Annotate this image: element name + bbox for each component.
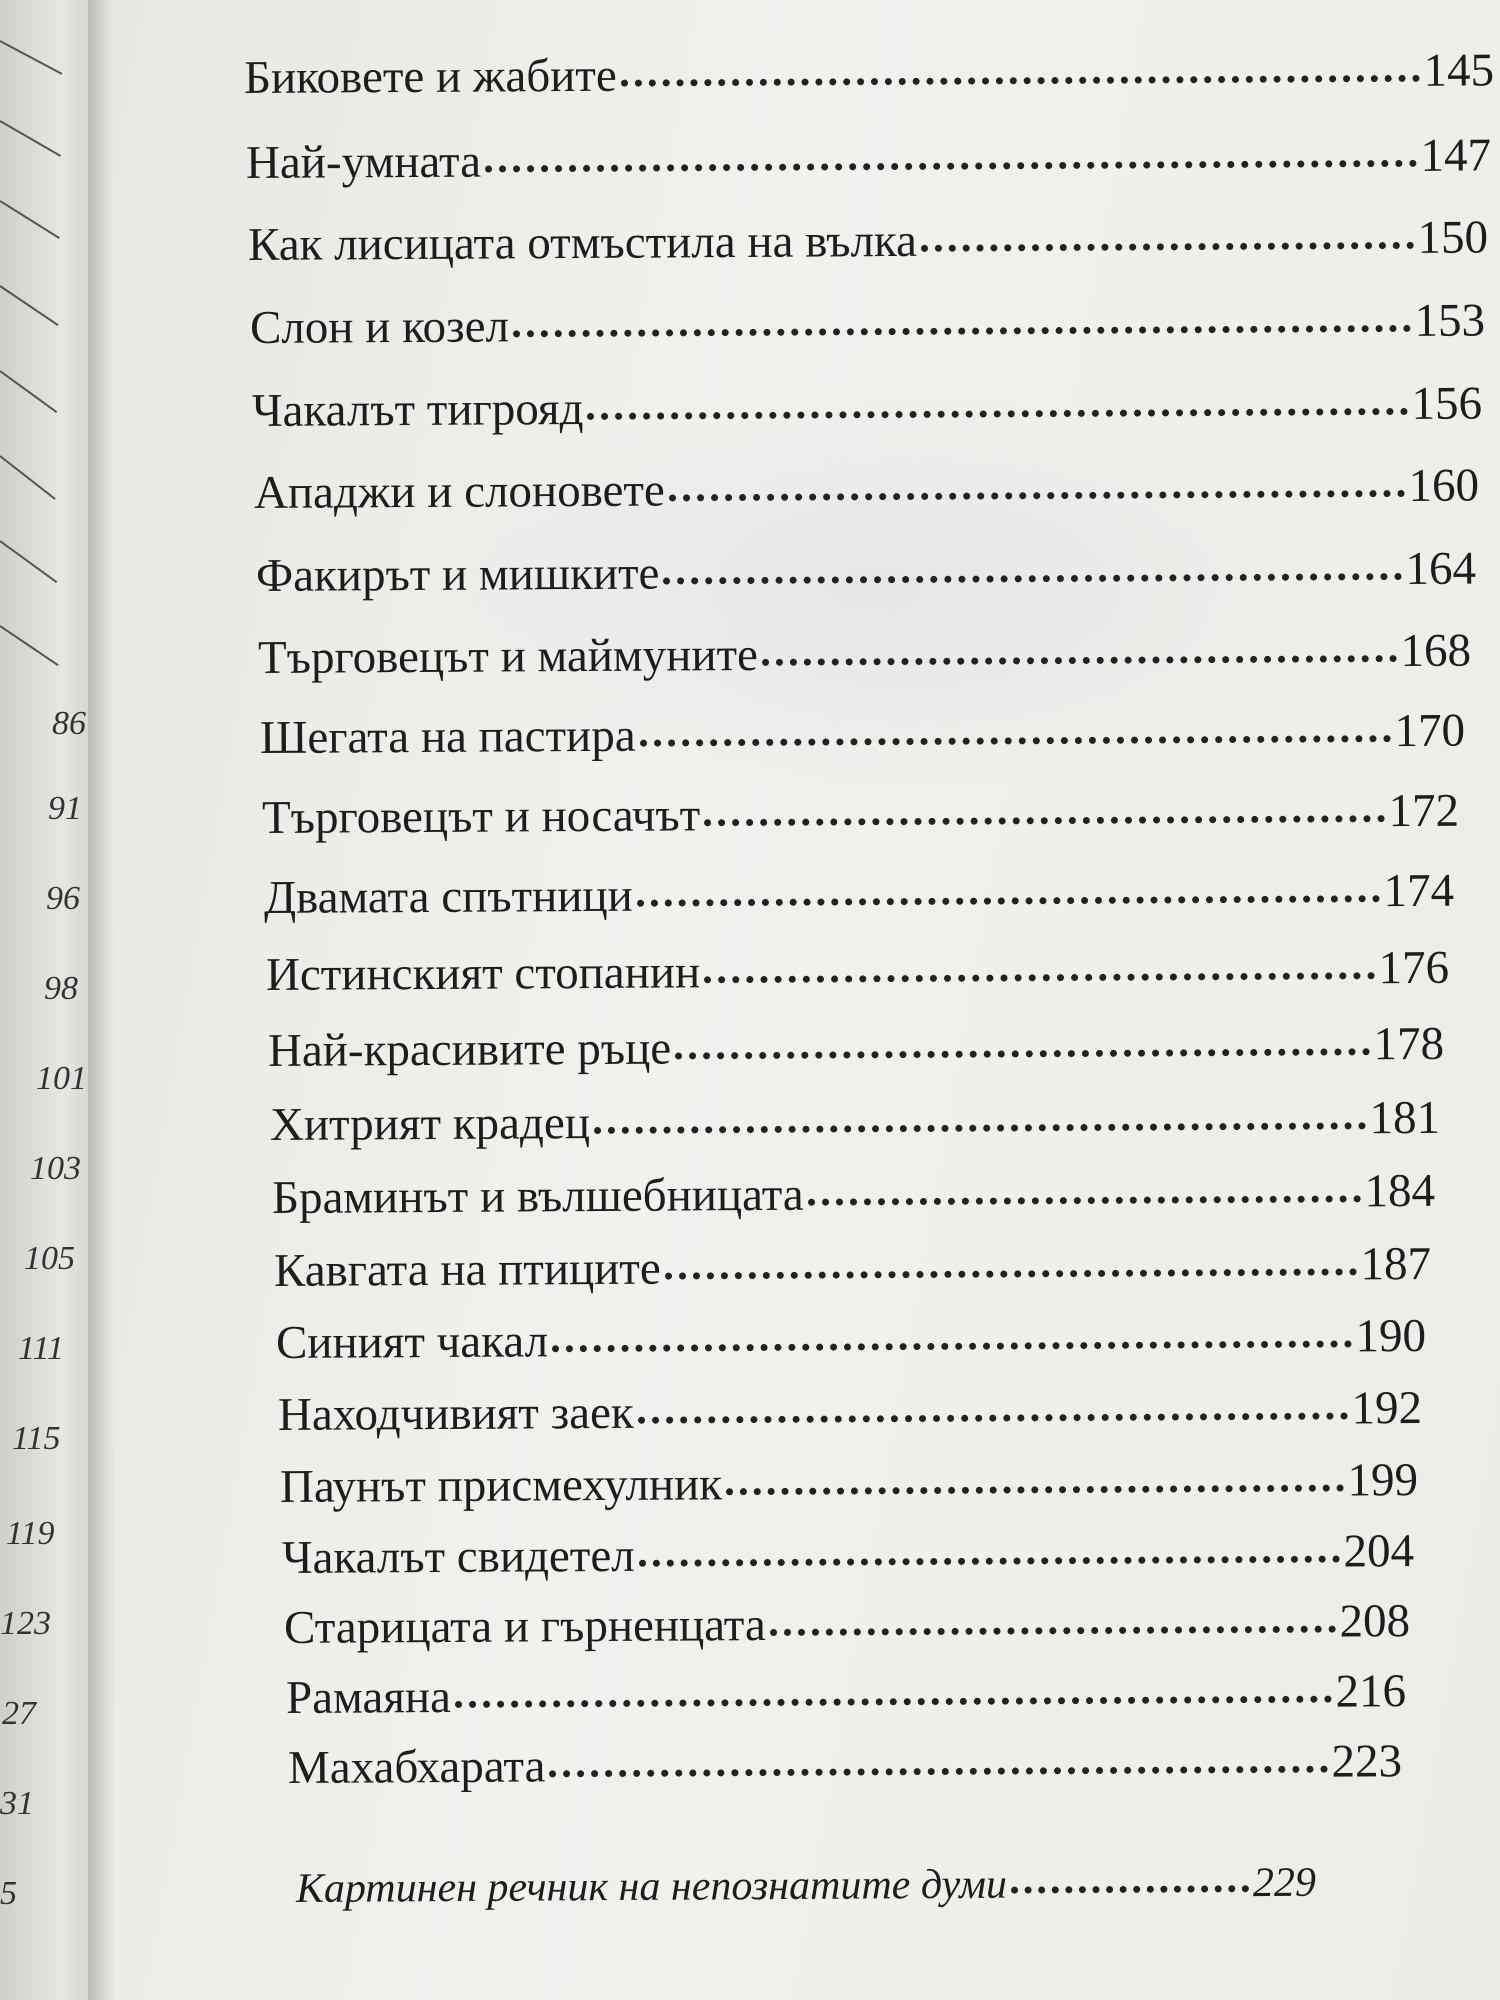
left-page-number: 101 (36, 1060, 87, 1097)
contents-page (114, 0, 1500, 2000)
toc-entry-page: 199 (1347, 1454, 1419, 1507)
dot-leader (704, 815, 1384, 826)
toc-entry-title: Търговецът и маймуните (257, 628, 759, 684)
toc-entry-page: 168 (1400, 624, 1472, 678)
toc-entry (287, 1735, 1403, 1794)
left-page-number: 86 (52, 705, 86, 742)
toc-entry-title: Синият чакал (275, 1315, 549, 1369)
toc-entry (259, 704, 1466, 764)
dot-leader (669, 490, 1405, 501)
toc-entry (281, 1525, 1415, 1584)
toc-entry-title: Чакалът свидетел (281, 1529, 635, 1584)
toc-entry-title: Кавгата на птиците (273, 1242, 661, 1297)
toc-entry-page: 190 (1355, 1309, 1427, 1363)
toc-entry-title: Хитрият крадец (269, 1097, 591, 1151)
left-page-number: 115 (12, 1420, 61, 1457)
toc-entry-page: 178 (1373, 1017, 1445, 1071)
table-of-contents (114, 0, 1500, 2000)
toc-entry (245, 129, 1492, 189)
toc-entry-page: 204 (1343, 1525, 1415, 1578)
toc-entry-page: 172 (1388, 784, 1460, 838)
toc-entry (267, 1017, 1445, 1077)
toc-entry (255, 542, 1477, 602)
toc-entry (263, 864, 1455, 924)
dot-leader (921, 242, 1414, 252)
toc-entry (257, 624, 1472, 684)
toc-entry-page: 156 (1411, 377, 1483, 430)
toc-entry (271, 1164, 1436, 1224)
leader-stroke (0, 285, 59, 326)
toc-entry-page: 147 (1420, 129, 1492, 182)
left-page-number: 96 (46, 880, 80, 917)
toc-entry-title: Слон и козел (249, 300, 510, 354)
leader-stroke (0, 625, 59, 666)
toc-entry-page: 170 (1394, 704, 1466, 758)
toc-entry-page: 216 (1335, 1665, 1407, 1718)
dot-leader (455, 1696, 1332, 1708)
toc-entry-title: Браминът и вълшебницата (271, 1168, 804, 1224)
toc-entry-page: 145 (1423, 44, 1495, 97)
dot-leader (485, 160, 1417, 173)
dot-leader (587, 408, 1407, 420)
toc-entry-page: 160 (1408, 459, 1480, 512)
dot-leader (552, 1340, 1351, 1352)
toc-entry-title: Факирът и мишките (255, 547, 660, 602)
left-page-number: 91 (48, 790, 82, 827)
toc-entry (269, 1091, 1441, 1151)
dot-leader (726, 1485, 1343, 1496)
toc-entry-title: Как лисицата отмъстила на вълка (247, 214, 918, 271)
toc-entry-page: 176 (1378, 941, 1450, 995)
leader-stroke (0, 40, 62, 75)
toc-entry (279, 1454, 1419, 1513)
toc-entry-title: Рамаяна (285, 1670, 452, 1724)
left-page-number: 103 (30, 1150, 81, 1187)
dot-leader (638, 1412, 1348, 1423)
toc-entry-page: 153 (1414, 294, 1486, 347)
dot-leader (594, 1122, 1366, 1134)
toc-entry (275, 1309, 1427, 1369)
toc-entry-page: 150 (1417, 211, 1489, 264)
previous-page-edge (0, 0, 88, 2000)
toc-entry-page: 187 (1360, 1237, 1432, 1291)
left-page-number: 27 (2, 1695, 36, 1732)
toc-entry (265, 941, 1450, 1001)
toc-entry (285, 1665, 1407, 1724)
toc-entry-page: 184 (1364, 1164, 1436, 1218)
leader-stroke (0, 200, 60, 239)
toc-entry-page: 229 (1252, 1859, 1317, 1907)
toc-entry-title: Картинен речник на непознатите думи (295, 1861, 1008, 1912)
toc-entry-title: Чакалът тигрояд (251, 382, 584, 437)
toc-entry (273, 1237, 1432, 1297)
toc-entry-title: Търговецът и носачът (261, 789, 701, 844)
left-page-number: 119 (6, 1515, 55, 1552)
leader-stroke (0, 455, 56, 500)
dot-leader (549, 1766, 1327, 1778)
book-gutter (88, 0, 114, 2000)
toc-entry-page: 174 (1383, 864, 1455, 918)
toc-entry-title: Най-красивите ръце (267, 1022, 672, 1077)
dot-leader (663, 573, 1401, 585)
toc-entry-title: Ападжи и слоновете (253, 464, 665, 519)
toc-entry-title: Най-умната (245, 135, 482, 189)
dot-leader (704, 972, 1374, 983)
toc-entry-page: 208 (1339, 1595, 1411, 1648)
toc-entry-title: Махабхарата (287, 1740, 546, 1794)
toc-entry (277, 1382, 1423, 1441)
toc-entry (251, 377, 1483, 437)
dot-leader (665, 1268, 1357, 1279)
toc-entry-title: Двамата спътници (263, 869, 633, 924)
toc-entry (249, 294, 1486, 354)
dot-leader (675, 1048, 1369, 1059)
leader-stroke (0, 540, 57, 583)
dot-leader (770, 1626, 1336, 1636)
toc-entry (261, 784, 1460, 844)
leader-stroke (0, 370, 57, 413)
toc-entry-title: Истинският стопанин (265, 946, 701, 1001)
dot-leader (637, 895, 1380, 907)
left-page-number: 31 (0, 1785, 34, 1822)
toc-entry-page: 181 (1369, 1091, 1441, 1145)
dot-leader (621, 75, 1420, 87)
dot-leader (1011, 1885, 1249, 1893)
dot-leader (639, 1556, 1340, 1567)
toc-entry (247, 211, 1489, 271)
left-page-number: 5 (0, 1875, 17, 1912)
toc-entry-page: 223 (1331, 1735, 1403, 1788)
toc-entry-title: Биковете и жабите (243, 49, 617, 104)
left-page-number: 105 (24, 1240, 75, 1277)
toc-entry (283, 1595, 1411, 1654)
left-page-number: 111 (18, 1330, 64, 1367)
leader-stroke (0, 120, 61, 157)
toc-entry-title: Находчивият заек (277, 1386, 634, 1441)
toc-entry-page: 164 (1405, 542, 1477, 595)
toc-entry (253, 459, 1480, 519)
toc-appendix-entry (295, 1859, 1317, 1912)
dot-leader (640, 735, 1391, 747)
toc-entry-title: Старицата и гърненцата (283, 1599, 766, 1654)
toc-entry (243, 44, 1495, 104)
left-page-number: 123 (0, 1605, 51, 1642)
toc-entry-title: Паунът присмехулник (279, 1458, 723, 1513)
toc-entry-page: 192 (1351, 1382, 1423, 1435)
dot-leader (762, 655, 1397, 666)
toc-entry-title: Шегата на пастира (259, 709, 636, 764)
left-page-number: 98 (44, 970, 78, 1007)
dot-leader (808, 1195, 1361, 1205)
dot-leader (513, 325, 1411, 337)
